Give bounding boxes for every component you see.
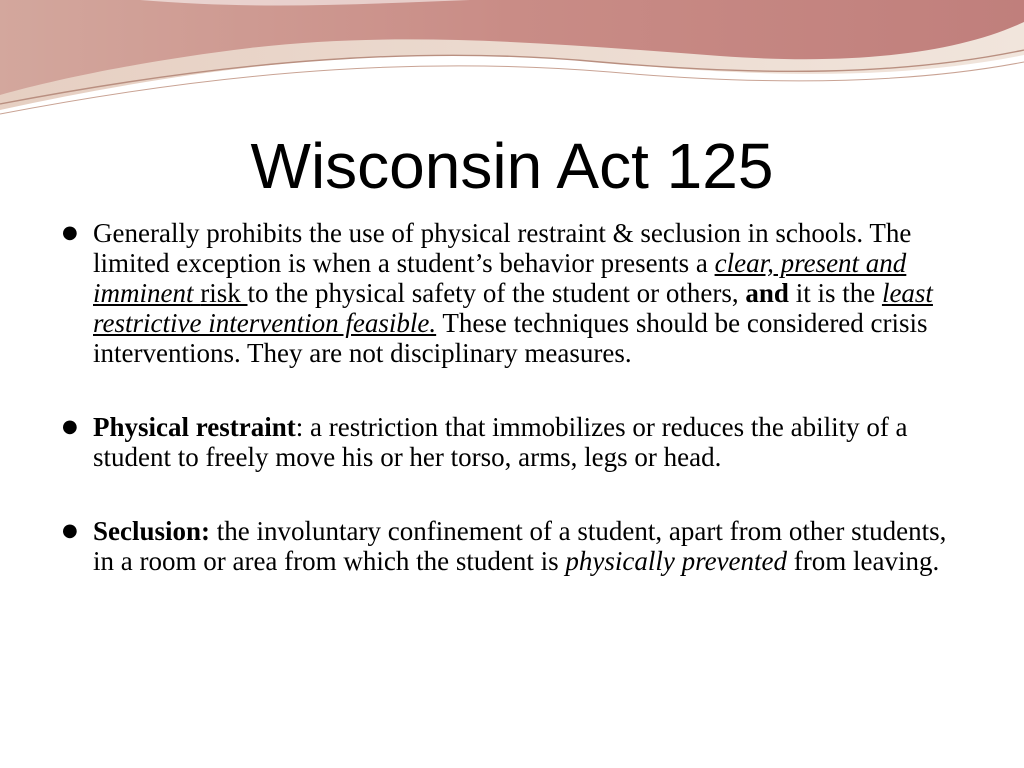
definition-text: from leaving. [787,546,940,576]
term-seclusion: Seclusion: [93,516,211,546]
bullet-dot-icon: ● [62,416,78,437]
emphasis-and: and [745,278,789,308]
definition-text: : a restriction that immobilizes or reduces the ability of a student to freely move his or her torso, arms, legs or head. [93,412,908,472]
emphasis-least-restrictive: least restrictive intervention feasible. [93,278,933,338]
bullet-list [62,218,972,576]
emphasis-risk: risk [200,278,248,308]
bullet-text: it is the [788,278,882,308]
decorative-wave-banner [0,0,1024,130]
bullet-item-act-summary [62,218,972,368]
bullet-text: These techniques should be considered crisis interventions. They are not disciplinary measures. [93,308,928,368]
slide-title: Wisconsin Act 125 [250,130,774,202]
term-physical-restraint: Physical restraint [93,412,296,442]
bullet-text: to the physical safety of the student or others, [247,278,746,308]
bullet-item-seclusion [62,516,972,576]
bullet-dot-icon: ● [62,520,78,541]
emphasis-physically-prevented: physically prevented [565,546,788,576]
bullet-item-physical-restraint [62,412,972,472]
definition-text: the involuntary confinement of a student, apart from other students, in a room or area from which the student is [93,516,947,576]
bullet-text: Generally prohibits the use of physical restraint & seclusion in schools. The limited exception is when a student’s behavior presents a [93,218,912,278]
emphasis-clear-present-imminent: clear, present and imminent [93,248,907,308]
bullet-dot-icon: ● [62,222,78,243]
